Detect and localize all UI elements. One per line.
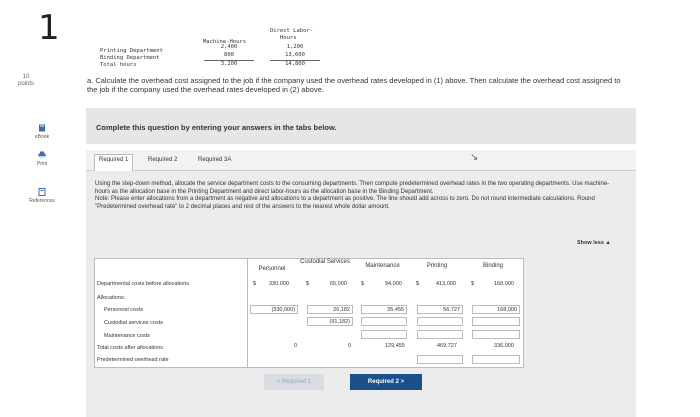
row-label-custodial: Custodial services costs [104, 320, 163, 326]
cell-total-printing: 469,727 [437, 343, 457, 349]
header-machine-hours: Machine-Hours [203, 39, 247, 45]
row-label-rate: Predetermined overhead rate [97, 357, 169, 363]
instructions [95, 181, 615, 211]
book-icon [38, 124, 46, 132]
tab-required-1[interactable]: Required 1 [94, 154, 133, 171]
input-personnel-personnel[interactable]: (330,000) [250, 305, 298, 314]
cell-total-maintenance: 129,455 [385, 343, 405, 349]
question-number: 1 [38, 8, 60, 48]
input-custodial-custodial[interactable]: (91,182) [307, 317, 353, 326]
row-binding-label: Binding Department [100, 55, 160, 61]
col-maintenance: Maintenance [365, 263, 400, 269]
cell-printing-cost: 413,000 [436, 281, 456, 287]
currency-sign: $ [361, 281, 365, 287]
input-custodial-printing[interactable] [417, 317, 463, 326]
tab-required-3a[interactable]: Required 3A [198, 157, 232, 163]
references-icon [38, 188, 46, 196]
complete-note: Complete this question by entering your answers in the tabs below. [96, 123, 337, 132]
sidebar-item-references[interactable]: References [22, 188, 62, 204]
printing-dl: 1,200 [286, 44, 304, 50]
instructions-text: Using the step-down method, allocate the service department costs to the consuming departments. Then compute predetermined overhead rates in the two operating departments. Use machine-hours as the allocation base in the Printing Department and direct labor-hours as the allocation base in the Binding Department. [95, 181, 610, 195]
col-printing: Printing [426, 263, 448, 269]
prev-required-button[interactable]: < Required 1 [264, 374, 324, 390]
cell-personnel-cost: 330,000 [269, 281, 289, 287]
row-label-dept-costs: Departmental costs before allocations [97, 281, 190, 287]
binding-mh: 800 [224, 52, 234, 58]
col-personnel: Personnel [258, 266, 286, 272]
row-label-total: Total costs after allocations [97, 345, 164, 351]
total-dl: 14,800 [270, 60, 320, 67]
grid-label-column [94, 258, 248, 368]
col-binding: Binding [482, 263, 503, 269]
row-label-maintenance: Maintenance costs [104, 333, 150, 339]
header-hours: Hours [280, 35, 297, 41]
points-indicator: 10 points [18, 74, 35, 87]
cursor-icon: ↘ [470, 152, 479, 163]
currency-sign: $ [416, 281, 420, 287]
row-label-allocations: Allocations: [97, 295, 126, 301]
row-printing-label: Printing Department [100, 48, 163, 54]
input-maintenance-maintenance[interactable] [361, 330, 407, 339]
input-personnel-custodial[interactable]: 26,182 [307, 305, 353, 314]
tab-bar [86, 150, 636, 171]
cell-total-personnel: 0 [294, 343, 298, 349]
sidebar-item-print[interactable]: Print [22, 151, 62, 167]
cell-total-custodial: 0 [348, 343, 352, 349]
input-personnel-printing[interactable]: 56,727 [417, 305, 463, 314]
binding-dl: 13,600 [285, 52, 305, 58]
input-personnel-maintenance[interactable]: 35,455 [361, 305, 407, 314]
input-rate-binding[interactable] [472, 355, 520, 364]
input-custodial-maintenance[interactable] [361, 317, 407, 326]
row-label-personnel: Personnel costs [104, 307, 144, 313]
col-custodial: Custodial Services [300, 259, 350, 265]
input-custodial-binding[interactable] [472, 317, 520, 326]
input-personnel-binding[interactable]: 168,000 [472, 305, 520, 314]
sidebar-item-ebook[interactable]: eBook [22, 124, 62, 140]
currency-sign: $ [471, 281, 475, 287]
cell-total-binding: 336,000 [494, 343, 514, 349]
complete-note-box [86, 108, 636, 144]
cell-maintenance-cost: 94,000 [385, 281, 402, 287]
currency-sign: $ [253, 281, 257, 287]
printing-mh: 2,400 [220, 44, 238, 50]
question-a-text: a. Calculate the overhead cost assigned to the job if the company used the overhead rates developed in (1) above. Then calculate the overhead cost assigned to the job if the company used the overhead rates developed in (2) above. [87, 76, 621, 94]
input-rate-printing[interactable] [417, 355, 463, 364]
input-maintenance-binding[interactable] [472, 330, 520, 339]
currency-sign: $ [306, 281, 310, 287]
next-required-button[interactable]: Required 2 > [350, 374, 422, 390]
show-less-link[interactable]: Show less ▲ [577, 240, 611, 246]
print-icon [38, 151, 46, 159]
input-maintenance-printing[interactable] [417, 330, 463, 339]
header-direct-labor: Direct Labor- [270, 28, 314, 34]
note-text: Note: Please enter allocations from a department as negative and allocations to a department as positive. The line should add across to zero. Do not round intermediate calculations. Round "Predetermined overhead rate" to 2 decimal places and rest of the answers to the nearest whole dollar amount. [95, 196, 595, 210]
cell-custodial-cost: 65,000 [330, 281, 347, 287]
tab-required-2[interactable]: Required 2 [148, 157, 178, 163]
row-total-label: Total hours [100, 62, 137, 68]
cell-binding-cost: 168,000 [494, 281, 514, 287]
total-mh: 3,200 [204, 60, 254, 67]
